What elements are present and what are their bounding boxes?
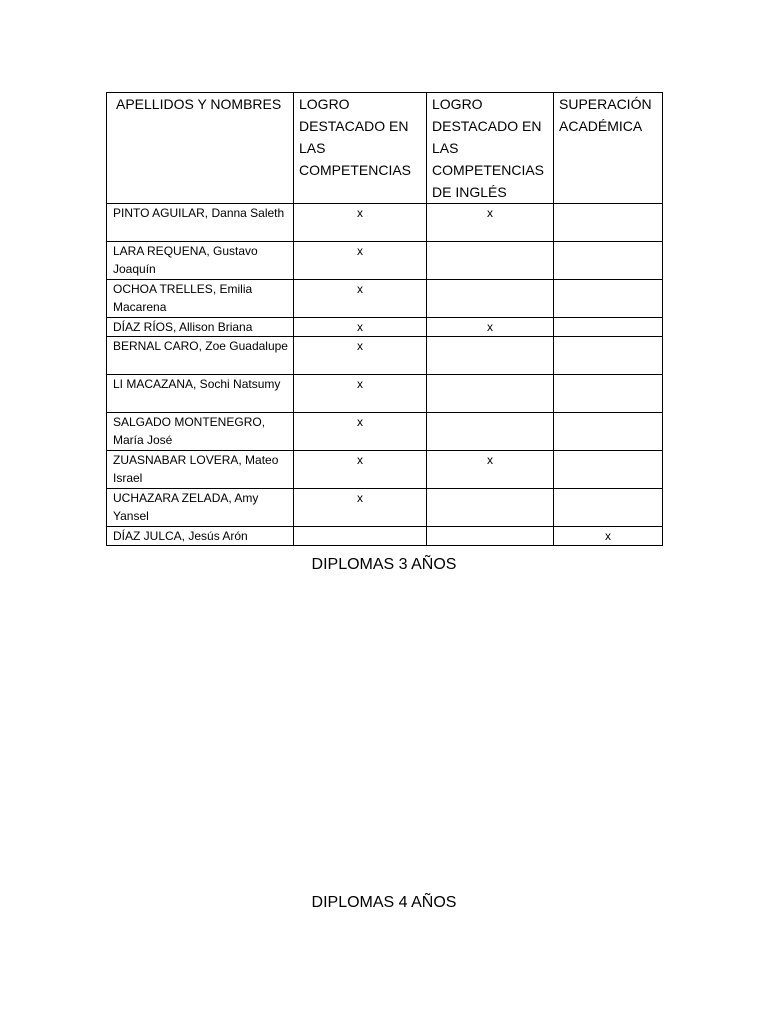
table-row (107, 375, 663, 413)
ingles-mark (427, 413, 554, 451)
student-name: DÍAZ RÍOS, Allison Briana (107, 318, 294, 337)
student-name: OCHOA TRELLES, Emilia Macarena (107, 280, 294, 318)
superacion-mark (554, 375, 663, 413)
table-row (107, 280, 663, 318)
ingles-mark (427, 489, 554, 527)
superacion-mark (554, 413, 663, 451)
student-name: LI MACAZANA, Sochi Natsumy (107, 375, 294, 413)
logro-mark: x (294, 242, 427, 280)
table-row (107, 451, 663, 489)
logro-mark: x (294, 489, 427, 527)
superacion-mark (554, 451, 663, 489)
student-name: UCHAZARA ZELADA, Amy Yansel (107, 489, 294, 527)
header-names: APELLIDOS Y NOMBRES (107, 93, 294, 204)
student-name: PINTO AGUILAR, Danna Saleth (107, 204, 294, 242)
header-ingles: LOGRO DESTACADO EN LAS COMPETENCIAS DE INGLÉS (427, 93, 554, 204)
logro-mark: x (294, 337, 427, 375)
superacion-mark (554, 318, 663, 337)
student-name: DÍAZ JULCA, Jesús Arón (107, 527, 294, 546)
logro-mark: x (294, 413, 427, 451)
table-row (107, 489, 663, 527)
logro-mark: x (294, 204, 427, 242)
table-row (107, 413, 663, 451)
table-row (107, 337, 663, 375)
table-row (107, 527, 663, 546)
superacion-mark (554, 337, 663, 375)
ingles-mark: x (427, 204, 554, 242)
caption-diplomas-3-years: DIPLOMAS 3 AÑOS (311, 556, 457, 573)
ingles-mark: x (427, 451, 554, 489)
header-logro: LOGRO DESTACADO EN LAS COMPETENCIAS (294, 93, 427, 204)
caption-diplomas-4-years: DIPLOMAS 4 AÑOS (311, 894, 457, 911)
logro-mark: x (294, 318, 427, 337)
ingles-mark (427, 527, 554, 546)
superacion-mark (554, 280, 663, 318)
superacion-mark: x (554, 527, 663, 546)
awards-table (106, 92, 663, 546)
student-name: LARA REQUENA, Gustavo Joaquín (107, 242, 294, 280)
ingles-mark (427, 280, 554, 318)
logro-mark: x (294, 280, 427, 318)
logro-mark: x (294, 451, 427, 489)
superacion-mark (554, 489, 663, 527)
ingles-mark (427, 375, 554, 413)
table-header-row (107, 93, 663, 204)
logro-mark: x (294, 375, 427, 413)
table-row (107, 318, 663, 337)
table-row (107, 204, 663, 242)
student-name: SALGADO MONTENEGRO, María José (107, 413, 294, 451)
table-row (107, 242, 663, 280)
superacion-mark (554, 242, 663, 280)
ingles-mark (427, 242, 554, 280)
header-superacion: SUPERACIÓN ACADÉMICA (554, 93, 663, 204)
ingles-mark: x (427, 318, 554, 337)
logro-mark (294, 527, 427, 546)
ingles-mark (427, 337, 554, 375)
student-name: BERNAL CARO, Zoe Guadalupe (107, 337, 294, 375)
student-name: ZUASNABAR LOVERA, Mateo Israel (107, 451, 294, 489)
superacion-mark (554, 204, 663, 242)
